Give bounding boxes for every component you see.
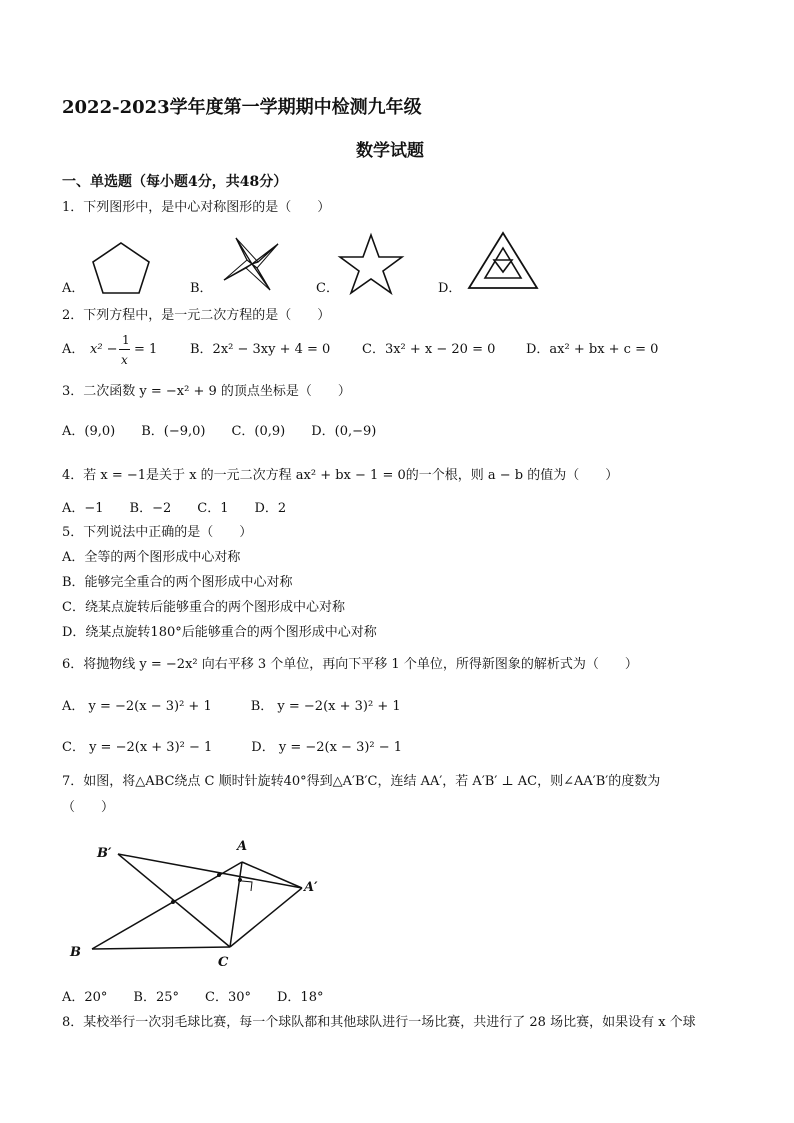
q5-option-c: C．绕某点旋转后能够重合的两个图形成中心对称	[62, 600, 345, 615]
label-b: B	[70, 945, 81, 960]
question-2-stem: 2．下列方程中，是一元二次方程的是（ ）	[62, 308, 331, 323]
question-5-stem: 5．下列说法中正确的是（ ）	[62, 525, 253, 540]
q5-option-a: A．全等的两个图形成中心对称	[62, 550, 241, 565]
q2-fraction-bar	[119, 349, 130, 350]
question-6-stem: 6．将抛物线 y = −2x² 向右平移 3 个单位，再向下平移 1 个单位，所得新图象的解析式为（ ）	[62, 657, 638, 672]
q1-option-a-label: A．	[62, 281, 85, 296]
q7-options: A．20° B．25° C．30° D．18°	[62, 990, 324, 1005]
question-3-stem: 3．二次函数 y = −x² + 9 的顶点坐标是（ ）	[62, 384, 351, 399]
nested-triangle-figure	[466, 230, 540, 292]
q4-options: A．−1 B．−2 C．1 D．2	[62, 501, 287, 516]
q5-option-b: B．能够完全重合的两个图形成中心对称	[62, 575, 293, 590]
label-b-prime: B′	[97, 846, 112, 861]
q5-option-d: D．绕某点旋转180°后能够重合的两个图形成中心对称	[62, 625, 377, 640]
pentagon-figure	[88, 238, 158, 298]
q2-option-a-label: A．	[62, 342, 85, 357]
q2-option-b: B．2x² − 3xy + 4 = 0	[190, 342, 331, 357]
star-figure	[338, 232, 408, 297]
q6-options-row-2: C． y = −2(x + 3)² − 1 D． y = −2(x − 3)² − 1	[62, 740, 403, 755]
exam-subject: 数学试题	[356, 141, 424, 161]
q2-option-a-numerator: 1	[122, 333, 130, 347]
question-8-stem: 8．某校举行一次羽毛球比赛，每一个球队都和其他球队进行一场比赛，共进行了 28 场比赛，如果设有 x 个球	[62, 1015, 696, 1030]
q2-option-c: C．3x² + x − 20 = 0	[362, 342, 496, 357]
label-a: A	[237, 839, 248, 854]
question-1-stem: 1．下列图形中，是中心对称图形的是（ ）	[62, 200, 331, 215]
q6-options-row-1: A． y = −2(x − 3)² + 1 B． y = −2(x + 3)² + 1	[62, 699, 401, 714]
question-4-stem: 4．若 x = −1是关于 x 的一元二次方程 ax² + bx − 1 = 0的一个根，则 a − b 的值为（ ）	[62, 468, 619, 483]
exam-title: 2022-2023学年度第一学期期中检测九年级	[62, 97, 422, 118]
q2-option-a-right: = 1	[134, 342, 158, 357]
q2-option-a-denominator: x	[121, 353, 128, 367]
q2-option-a-left: x² −	[90, 342, 118, 357]
q1-option-b-label: B．	[190, 281, 213, 296]
label-c: C	[218, 955, 229, 970]
section-heading: 一、单选题（每小题4分，共48分）	[62, 174, 288, 190]
label-a-prime: A′	[304, 880, 318, 895]
q1-option-c-label: C．	[316, 281, 339, 296]
q1-option-d-label: D．	[438, 281, 462, 296]
q3-options: A．(9,0) B．(−9,0) C．(0,9) D．(0,−9)	[62, 424, 377, 439]
question-7-stem: 7．如图，将△ABC绕点 C 顺时针旋转40°得到△A′B′C，连结 AA′，若 A′B′ ⊥ AC，则∠AA′B′的度数为	[62, 774, 661, 789]
pinwheel-figure	[218, 232, 288, 297]
q2-option-d: D．ax² + bx + c = 0	[526, 342, 659, 357]
question-7-stem-bracket: （ ）	[62, 800, 115, 815]
